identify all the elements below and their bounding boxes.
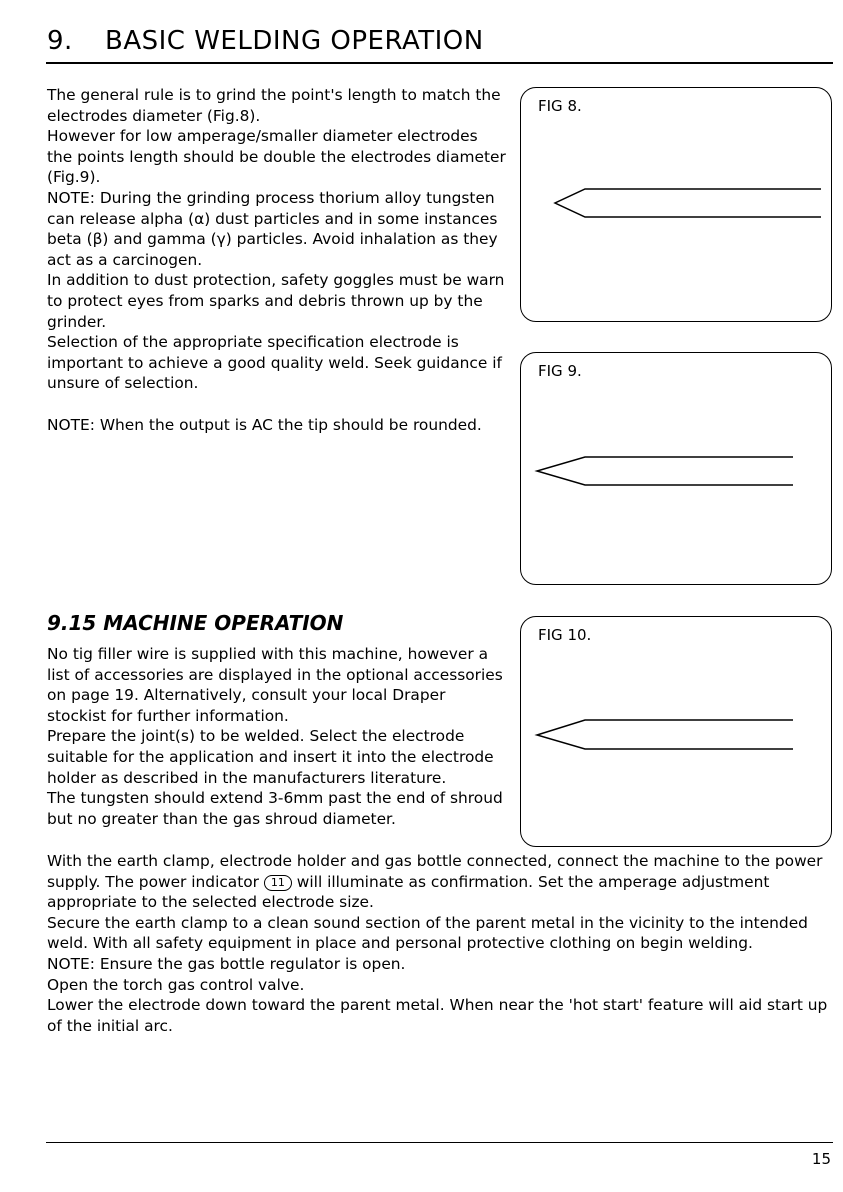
operation-text-full [47,851,832,1036]
paragraph-low-amperage: However for low amperage/smaller diameter electrodes the points length should be double the electrodes diameter (Fig.9). [47,127,506,187]
electrode-tip-icon [521,353,833,586]
electrode-tip-icon [521,88,833,323]
paragraph-prepare-joint: Prepare the joint(s) to be welded. Select the electrode suitable for the application and insert it into the electrode holder as described in the manufacturers literature. [47,727,494,787]
figure-8 [520,87,832,322]
paragraph-power-supply [47,851,832,913]
paragraph-tungsten-extension: The tungsten should extend 3-6mm past the end of shroud but no greater than the gas shroud diameter. [47,789,503,828]
paragraph-gas-valve: Open the torch gas control valve. [47,975,305,994]
header-rule [46,62,833,64]
electrode-tip-icon [521,617,833,848]
paragraph-hot-start: Lower the electrode down toward the parent metal. When near the 'hot start' feature will aid start up of the initial arc. [47,996,828,1035]
figure-8-label: FIG 8. [538,97,582,115]
section-number: 9. [47,26,73,56]
figure-9 [520,352,832,585]
paragraph-filler-wire: No tig filler wire is supplied with this machine, however a list of accessories are displayed in the optional accessories on page 19. Alternatively, consult your local Draper stockist for further information. [47,645,503,725]
paragraph-ac-note: NOTE: When the output is AC the tip should be rounded. [47,415,482,434]
power-text-start: With the earth clamp, electrode holder and gas bottle connected, connect the machine to the power supply. The power indicator [47,852,823,891]
figure-9-label: FIG 9. [538,362,582,380]
footer-rule [46,1142,833,1143]
paragraph-earth-clamp: Secure the earth clamp to a clean sound section of the parent metal in the vicinity to the intended weld. With all safety equipment in place and personal protective clothing on begin welding. [47,913,808,953]
power-indicator-callout: 11 [264,875,292,891]
operation-text-narrow [47,644,507,829]
paragraph-safety-goggles: In addition to dust protection, safety goggles must be warn to protect eyes from sparks and debris thrown up by the grinder. [47,271,505,331]
intro-text [47,85,507,436]
figure-10 [520,616,832,847]
figure-10-label: FIG 10. [538,626,592,644]
paragraph-thorium-note: NOTE: During the grinding process thorium alloy tungsten can release alpha (α) dust particles and in some instances beta (β) and gamma (γ) particles. Avoid inhalation as they act as a carcinogen. [47,188,498,269]
page-number: 15 [811,1150,831,1168]
paragraph-regulator-note: NOTE: Ensure the gas bottle regulator is open. [47,954,406,973]
section-title [47,26,484,56]
paragraph-point-length: The general rule is to grind the point's length to match the electrodes diameter (Fig.8). [47,86,501,125]
power-text-end: will illuminate as confirmation. Set the amperage adjustment appropriate to the selected electrode size. [47,872,770,912]
subsection-heading: 9.15 MACHINE OPERATION [47,611,344,635]
paragraph-electrode-selection: Selection of the appropriate specification electrode is important to achieve a good quality weld. Seek guidance if unsure of selection. [47,333,502,393]
section-title-text: BASIC WELDING OPERATION [105,26,484,56]
